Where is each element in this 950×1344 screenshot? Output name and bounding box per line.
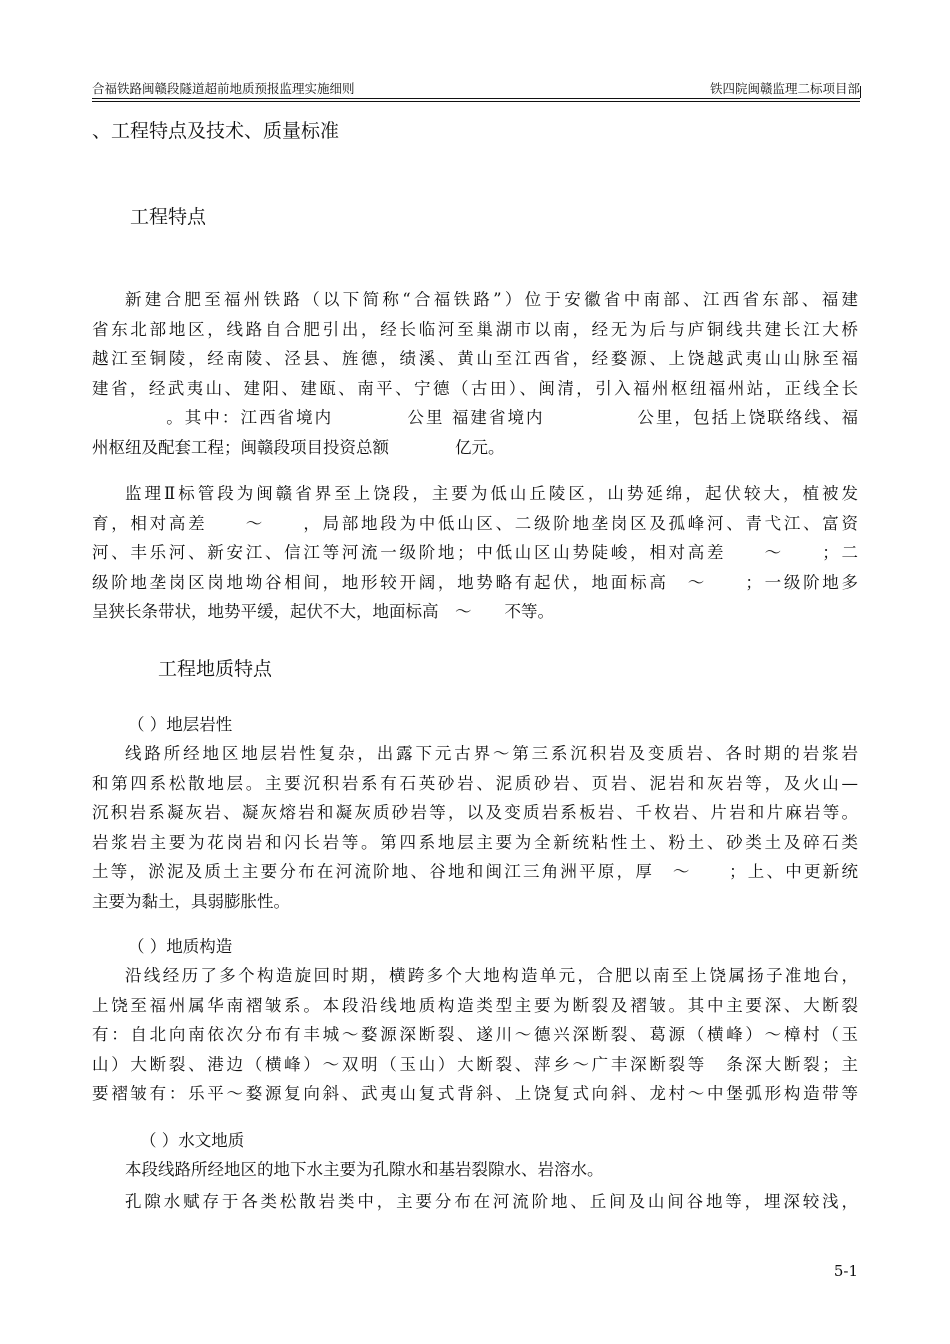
running-header (92, 80, 860, 98)
paragraph-section-terrain (92, 479, 858, 627)
text-line: 省东北部地区，线路自合肥引出，经长临河至巢湖市以南，经无为后与庐铜线共建长江大桥 (92, 319, 858, 339)
text-line: 线路所经地区地层岩性复杂，出露下元古界～第三系沉积岩及变质岩、各时期的岩浆岩 (125, 744, 858, 763)
paragraph-pore-water (92, 1187, 858, 1217)
text-line: 上饶至福州属华南褶皱系。本段沿线地质构造类型主要为断裂及褶皱。其中主要深、大断裂 (92, 995, 858, 1015)
text-line: 新建合肥至福州铁路（以下简称“合福铁路”）位于安徽省中南部、江西省东部、福建 (125, 290, 858, 309)
text-line: 级阶地垄岗区岗地坳谷相间，地形较开阔，地势略有起伏，地面标高 ～ ；一级阶地多 (92, 572, 858, 592)
text-line: 主要为黏土，具弱膨胀性。 (92, 891, 290, 911)
text-line: 河、丰乐河、新安江、信江等河流一级阶地；中低山区山势陡峻，相对高差 ～ ；二 (92, 543, 858, 562)
text-line: 孔隙水赋存于各类松散岩类中，主要分布在河流阶地、丘间及山间谷地等，埋深较浅， (125, 1192, 858, 1211)
page-number: 5-1 (833, 1262, 858, 1280)
text-line: 要褶皱有：乐平～婺源复向斜、武夷山复式背斜、上饶复式向斜、龙村～中堡弧形构造带等 (92, 1084, 858, 1103)
subsection-title-project-features: 工程特点 (130, 206, 207, 228)
text-line: 沿线经历了多个构造旋回时期，横跨多个大地构造单元，合肥以南至上饶属扬子准地台， (125, 966, 858, 985)
text-line: 沉积岩系凝灰岩、凝灰熔岩和凝灰质砂岩等，以及变质岩系板岩、千枚岩、片岩和片麻岩等。 (92, 803, 858, 822)
text-line: 育，相对高差 ～ ，局部地段为中低山区、二级阶地垄岗区及孤峰河、青弋江、富资 (92, 513, 858, 533)
paragraph-geologic-structure (92, 961, 858, 1109)
header-document-title: 合福铁路闽赣段隧道超前地质预报监理实施细则 (92, 81, 355, 96)
paragraph-groundwater-types (92, 1155, 858, 1185)
text-line: 监理Ⅱ标管段为闽赣省界至上饶段，主要为低山丘陵区，山势延绵，起伏较大，植被发 (125, 484, 858, 503)
header-rule (92, 98, 860, 102)
header-project-office: 铁四院闽赣监理二标项目部 (709, 81, 860, 96)
text-line: 山）大断裂、港边（横峰）～双明（玉山）大断裂、萍乡～广丰深断裂等 条深大断裂；主 (92, 1054, 858, 1074)
text-line: 越江至铜陵，经南陵、泾县、旌德，绩溪、黄山至江西省，经婺源、上饶越武夷山山脉至福 (92, 349, 858, 368)
section-title: 、工程特点及技术、质量标准 (92, 120, 340, 142)
text-line: 建省，经武夷山、建阳、建瓯、南平、宁德（古田）、闽清，引入福州枢纽福州站，正线全长 (92, 378, 858, 398)
text-line: 岩浆岩主要为花岗岩和闪长岩等。第四系地层主要为全新统粘性土、粉土、砂类土及碎石类 (92, 832, 858, 852)
text-line: 呈狭长条带状，地势平缓，起伏不大，地面标高 ～ 不等。 (92, 602, 554, 621)
paragraph-stratigraphy (92, 739, 858, 916)
paragraph-project-overview (92, 285, 858, 462)
item-heading-structure: （ ）地质构造 (128, 937, 233, 956)
text-line: 。其中：江西省境内 公里 福建省境内 公里，包括上饶联络线、福 (92, 408, 858, 427)
text-line: 州枢纽及配套工程；闽赣段项目投资总额 亿元。 (92, 437, 505, 457)
text-line: 和第四系松散地层。主要沉积岩系有石英砂岩、泥质砂岩、页岩、泥岩和灰岩等，及火山— (92, 773, 858, 793)
text-line: 有：自北向南依次分布有丰城～婺源深断裂、遂川～德兴深断裂、葛源（横峰）～樟村（玉 (92, 1025, 858, 1044)
text-line: 土等，淤泥及质土主要分布在河流阶地、谷地和闽江三角洲平原，厚 ～ ；上、中更新统 (92, 862, 858, 881)
header-rule-end-mark (860, 86, 861, 98)
subsection-title-geology-features: 工程地质特点 (158, 658, 273, 680)
item-heading-hydrogeology: （ ）水文地质 (140, 1131, 245, 1150)
text-line: 本段线路所经地区的地下水主要为孔隙水和基岩裂隙水、岩溶水。 (125, 1160, 604, 1179)
item-heading-stratigraphy: （ ）地层岩性 (128, 715, 233, 734)
